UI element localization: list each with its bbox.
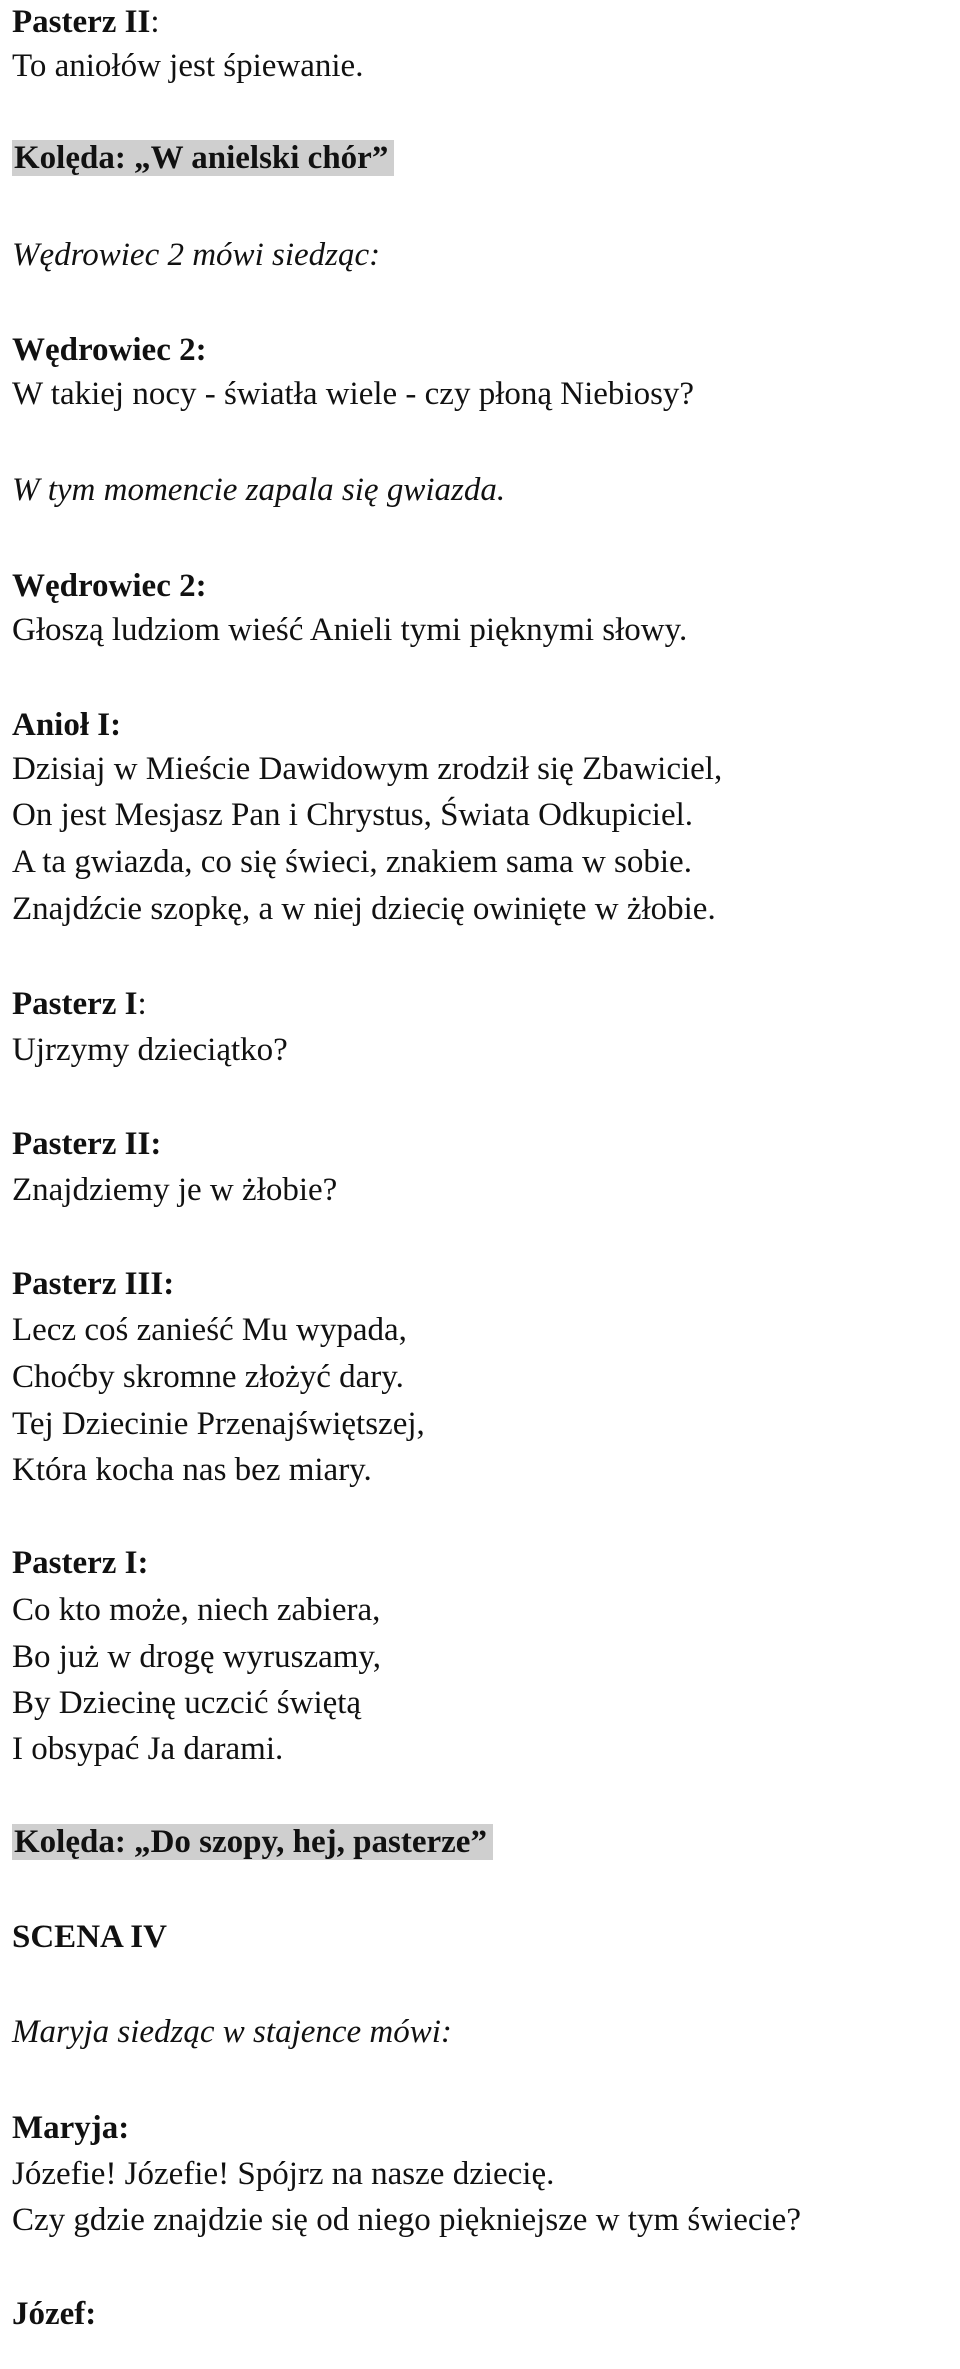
speaker-label: Anioł I:	[12, 707, 122, 743]
dialogue-line: W takiej nocy - światła wiele - czy płoną Niebiosy?	[12, 376, 695, 412]
scene-heading: SCENA IV	[12, 1919, 167, 1955]
speaker-label: Maryja:	[12, 2110, 130, 2146]
carol-heading: Kolęda: „Do szopy, hej, pasterze”	[12, 1820, 493, 1864]
carol-heading: Kolęda: „W anielski chór”	[12, 136, 394, 180]
speaker-label: Wędrowiec 2:	[12, 568, 207, 604]
stage-direction: W tym momencie zapala się gwiazda.	[12, 472, 506, 508]
dialogue-line: Choćby skromne złożyć dary.	[12, 1359, 404, 1395]
dialogue-line: To aniołów jest śpiewanie.	[12, 48, 364, 84]
dialogue-line: Ujrzymy dzieciątko?	[12, 1032, 288, 1068]
dialogue-line: A ta gwiazda, co się świeci, znakiem sama w sobie.	[12, 844, 692, 880]
dialogue-line: On jest Mesjasz Pan i Chrystus, Świata Odkupiciel.	[12, 797, 694, 833]
dialogue-line: Dzisiaj w Mieście Dawidowym zrodził się Zbawiciel,	[12, 751, 723, 787]
speaker-label: Wędrowiec 2:	[12, 332, 207, 368]
dialogue-line: I obsypać Ja darami.	[12, 1731, 284, 1767]
dialogue-line: Józefie! Józefie! Spójrz na nasze dziecię.	[12, 2156, 555, 2192]
stage-direction: Wędrowiec 2 mówi siedząc:	[12, 237, 381, 273]
dialogue-line: Znajdziemy je w żłobie?	[12, 1172, 338, 1208]
speaker-label: Józef:	[12, 2296, 97, 2332]
speaker-label: Pasterz II:	[12, 1126, 162, 1162]
dialogue-line: Znajdźcie szopkę, a w niej dziecię owinięte w żłobie.	[12, 891, 716, 927]
dialogue-line: Bo już w drogę wyruszamy,	[12, 1639, 382, 1675]
dialogue-line: Tej Dziecinie Przenajświętszej,	[12, 1406, 425, 1442]
speaker-label: Pasterz I:	[12, 986, 147, 1022]
dialogue-line: Głoszą ludziom wieść Anieli tymi pięknymi słowy.	[12, 612, 688, 648]
dialogue-line: Czy gdzie znajdzie się od niego piękniejsze w tym świecie?	[12, 2202, 801, 2238]
speaker-label: Pasterz III:	[12, 1266, 175, 1302]
dialogue-line: Która kocha nas bez miary.	[12, 1452, 372, 1488]
speaker-label: Pasterz II:	[12, 4, 160, 40]
dialogue-line: By Dziecinę uczcić świętą	[12, 1685, 362, 1721]
dialogue-line: Lecz coś zanieść Mu wypada,	[12, 1312, 407, 1348]
stage-direction: Maryja siedząc w stajence mówi:	[12, 2014, 452, 2050]
dialogue-line: Co kto może, niech zabiera,	[12, 1592, 381, 1628]
speaker-label: Pasterz I:	[12, 1545, 149, 1581]
